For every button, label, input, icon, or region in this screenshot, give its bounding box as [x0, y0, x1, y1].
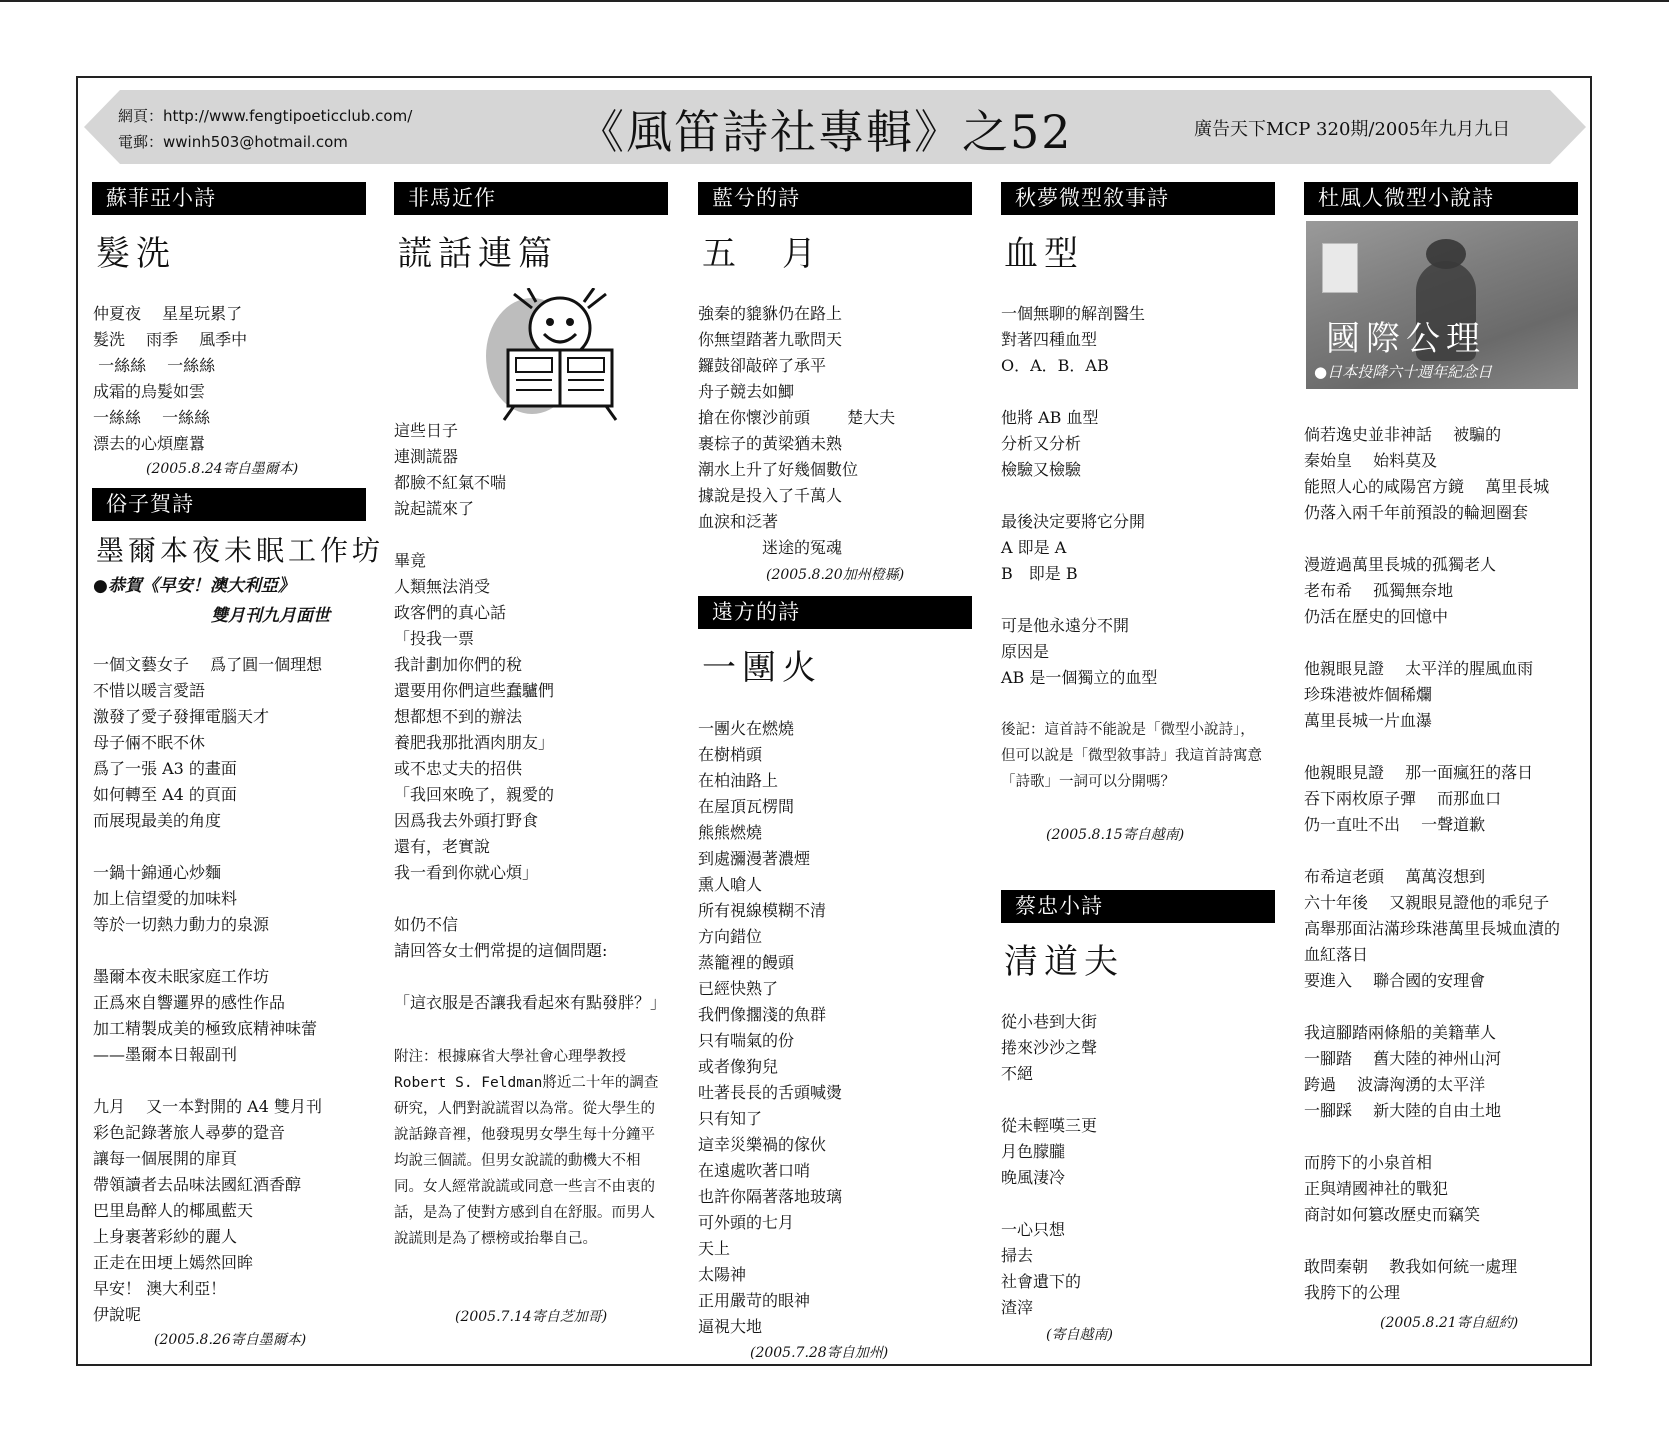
poem-line [1304, 838, 1560, 864]
poem-line: 而胯下的小泉首相 [1304, 1153, 1433, 1172]
poem-line: 在遠處吹著口哨 [698, 1161, 811, 1180]
col4-header2: 蔡忠小詩 [1001, 890, 1275, 923]
poem-line: AB 是一個獨立的血型 [1001, 668, 1158, 687]
poem-line: 說起謊來了 [394, 499, 475, 518]
poem-line: 仲夏夜 星星玩累了 [93, 304, 243, 323]
poem-line: 跨過 波濤洶湧的太平洋 [1304, 1075, 1486, 1094]
poem-line [1304, 994, 1560, 1020]
col5-note: (2005.8.21寄自紐約) [1380, 1315, 1519, 1331]
poem-line: 成霜的烏髮如雲 [93, 382, 206, 401]
col3-header2: 遠方的詩 [698, 596, 972, 629]
poem-line: 巴里島醉人的椰風藍天 [93, 1201, 254, 1220]
poem-line: 蒸籠裡的饅頭 [698, 953, 795, 972]
col4-postscript: 後記：這首詩不能說是「微型小說詩」，但可以說是「微型敘事詩」我這首詩寓意「詩歌」一詞可以分開嗎？ [1001, 722, 1262, 790]
poem-line: 在柏油路上 [698, 771, 779, 790]
poem-line: 方向錯位 [698, 927, 763, 946]
poem-line: 想都想不到的辦法 [394, 707, 523, 726]
poem-line: 萬里長城一片血瀑 [1304, 711, 1433, 730]
poem-line: 秦始皇 始料莫及 [1304, 451, 1438, 470]
col5-lines [1304, 422, 1560, 1306]
poem-line: 這幸災樂禍的傢伙 [698, 1135, 827, 1154]
poem-line [93, 1068, 322, 1094]
poem-line: 到處瀰漫著濃煙 [698, 849, 811, 868]
poem-line: 裹棕子的黃梁猶未熟 [698, 434, 843, 453]
col2-note: (2005.7.14寄自芝加哥) [455, 1309, 608, 1325]
poem-line: 一絲絲 一絲絲 [93, 408, 211, 427]
poem-line: 只有知了 [698, 1109, 763, 1128]
col3-poem1-note: (2005.8.20加州橙縣) [766, 567, 905, 583]
poem-line: 所有視線模糊不清 [698, 901, 827, 920]
poem-line: 迷途的冤魂 [698, 538, 843, 557]
poem-line: 不絕 [1001, 1064, 1034, 1083]
poem-line: 社會遺下的 [1001, 1272, 1082, 1291]
poem-line: 可外頭的七月 [698, 1213, 795, 1232]
poem-line: 畢竟 [394, 551, 427, 570]
photo-title: 國際公理 [1326, 319, 1486, 359]
poem-line: 可是他永遠分不開 [1001, 616, 1130, 635]
poem-line: 仍落入兩千年前預設的輪迴圈套 [1304, 503, 1529, 522]
poem-line: 一腳踩 新大陸的自由土地 [1304, 1101, 1502, 1120]
poem-line: 激發了愛子發揮電腦天才 [93, 707, 270, 726]
poem-line: 血淚和泛著 [698, 512, 779, 531]
poem-line: 或者像狗兒 [698, 1057, 779, 1076]
col3-header: 藍兮的詩 [698, 182, 972, 215]
col2-appendix: 附注：根據麻省大學社會心理學教授Robert S. Feldman將近二十年的調查研究，人們對說謊習以為常。從大學生的說話錄音裡，他發現男女學生每十分鐘平均說三個謊。但男女說謊的動機大不相同。女人經常說謊或同意一些言不由衷的話，是為了使對方感到自在舒服。而男人說謊則是為了標榜或抬舉自己。 [394, 1049, 659, 1247]
poem-line: 強秦的貔貅仍在路上 [698, 304, 843, 323]
poem-line: O．A．B．AB [1001, 356, 1109, 375]
poem-line: 這些日子 [394, 421, 459, 440]
poem-line: 還有，老實說 [394, 837, 491, 856]
poem-line: 漂去的心煩塵囂 [93, 434, 206, 453]
poem-line: 母子倆不眠不休 [93, 733, 206, 752]
poem-line: 也許你隔著落地玻璃 [698, 1187, 843, 1206]
col4-poem1-note: (2005.8.15寄自越南) [1046, 827, 1185, 843]
poem-line: 連測謊器 [394, 447, 459, 466]
poem-line: 正用嚴苛的眼神 [698, 1291, 811, 1310]
top-rule [0, 0, 1669, 2]
poem-line: A 即是 A [1001, 538, 1067, 557]
column-photo [1306, 221, 1578, 389]
poem-line: 「這衣服是否讓我看起來有點發胖？」 [394, 993, 667, 1012]
poem-line: 吐著長長的舌頭喊燙 [698, 1083, 843, 1102]
poem-line: 捲來沙沙之聲 [1001, 1038, 1098, 1057]
poem-line: 一個無聊的解剖醫生 [1001, 304, 1146, 323]
poem-line: 人類無法消受 [394, 577, 491, 596]
poem-line: 上身裹著彩紗的麗人 [93, 1227, 238, 1246]
poem-line: 太陽神 [698, 1265, 747, 1284]
photo-caption: ●日本投降六十週年紀念日 [1314, 363, 1493, 381]
col3-poem2-lines [698, 716, 842, 1340]
poem-line: 我胯下的公理 [1304, 1283, 1401, 1302]
poem-line: 據說是投入了千萬人 [698, 486, 843, 505]
poem-line: 一個文藝女子 爲了圓一個理想 [93, 655, 323, 674]
poem-line: 我一看到你就心煩」 [394, 863, 539, 882]
poem-line: 仍活在歷史的回憶中 [1304, 607, 1449, 626]
poem-line [1001, 379, 1157, 405]
poem-line: 「投我一票 [394, 629, 475, 648]
col2-header: 非馬近作 [394, 182, 668, 215]
poem-line: 你無望踏著九歌問天 [698, 330, 843, 349]
poem-line: 髮洗 雨季 風季中 [93, 330, 248, 349]
poem-line: 能照人心的咸陽宮方鏡 萬里長城 [1304, 477, 1550, 496]
poem-line: 老布希 孤獨無奈地 [1304, 581, 1454, 600]
poem-line [1001, 1087, 1097, 1113]
col1-poem1-title: 髮洗 [96, 234, 176, 274]
poem-line: 要進入 聯合國的安理會 [1304, 971, 1486, 990]
poem-line: 六十年後 又親眼見證他的乖兒子 [1304, 893, 1550, 912]
poem-line: 仍一直吐不出 一聲道歉 [1304, 815, 1486, 834]
col3-poem2-note: (2005.7.28寄自加州) [750, 1345, 889, 1361]
poem-line: 渣滓 [1001, 1298, 1034, 1317]
poem-line: 吞下兩枚原子彈 而那血口 [1304, 789, 1502, 808]
poem-line [1001, 483, 1157, 509]
poem-line [1001, 1191, 1097, 1217]
poem-line: 正與靖國神社的戰犯 [1304, 1179, 1449, 1198]
poem-line: 他親眼見證 太平洋的腥風血雨 [1304, 659, 1534, 678]
poem-line: 一團火在燃燒 [698, 719, 795, 738]
col4-poem2-note: (寄自越南) [1046, 1327, 1113, 1343]
poem-line: 月色朦朧 [1001, 1142, 1066, 1161]
poem-line: 對著四種血型 [1001, 330, 1098, 349]
poem-line: 我們像擱淺的魚群 [698, 1005, 827, 1024]
poem-line: 政客們的真心話 [394, 603, 507, 622]
poem-line: 正走在田埂上嫣然回眸 [93, 1253, 254, 1272]
col1-poem2-sub2: 雙月刊九月面世 [211, 606, 330, 626]
poem-line: 讓每一個展開的扉頁 [93, 1149, 238, 1168]
poem-line: 爲了一張 A3 的畫面 [93, 759, 237, 778]
poem-line: 一鍋十錦通心炒麵 [93, 863, 222, 882]
col2-title: 謊話連篇 [398, 234, 558, 274]
col4-poem2-title: 清道夫 [1004, 942, 1124, 982]
poem-line: 最後決定要將它分開 [1001, 512, 1146, 531]
poem-line: 從小巷到大街 [1001, 1012, 1098, 1031]
col1-poem1-lines [93, 301, 247, 457]
poem-line: 漫遊過萬里長城的孤獨老人 [1304, 555, 1497, 574]
col1-header2: 俗子賀詩 [92, 488, 366, 521]
poem-line: 在樹梢頭 [698, 745, 763, 764]
poem-line: 正爲來自響邏界的感性作品 [93, 993, 286, 1012]
poem-line: 在屋頂瓦楞間 [698, 797, 795, 816]
poem-line: 掃去 [1001, 1246, 1034, 1265]
poem-line: 如何轉至 A4 的頁面 [93, 785, 237, 804]
poem-line [1304, 630, 1560, 656]
poem-line: 因爲我去外頭打野食 [394, 811, 539, 830]
col3-poem2-title: 一團火 [702, 648, 822, 688]
poem-line [1304, 1228, 1560, 1254]
col1-poem2-sub1: ●恭賀《早安！澳大利亞》 [93, 576, 295, 596]
poem-line: 敢問秦朝 教我如何統一處理 [1304, 1257, 1518, 1276]
poem-line: 一腳踏 舊大陸的神州山河 [1304, 1049, 1502, 1068]
poem-line: ——墨爾本日報副刊 [93, 1045, 238, 1064]
col1-poem2-note: (2005.8.26寄自墨爾本) [154, 1332, 307, 1348]
poem-line [93, 834, 322, 860]
poem-line [1304, 1124, 1560, 1150]
col4-poem2-lines [1001, 1009, 1097, 1321]
poem-line: 他親眼見證 那一面瘋狂的落日 [1304, 763, 1534, 782]
poem-line: 分析又分析 [1001, 434, 1082, 453]
poem-line: 原因是 [1001, 642, 1050, 661]
poem-line [93, 938, 322, 964]
poem-line: 彩色記錄著旅人尋夢的跫音 [93, 1123, 286, 1142]
poem-line: 我計劃加你們的稅 [394, 655, 523, 674]
masthead-title: 《風笛詩社專輯》之52 [578, 105, 1073, 159]
poem-line: 或不忠丈夫的招供 [394, 759, 523, 778]
col1-header: 蘇菲亞小詩 [92, 182, 366, 215]
poem-line: 我這腳踏兩條船的美籍華人 [1304, 1023, 1497, 1042]
poem-line: 從未輕嘆三更 [1001, 1116, 1098, 1135]
poem-line: 如仍不信 [394, 915, 459, 934]
masthead-email[interactable]: 電郵：wwinh503@hotmail.com [118, 133, 348, 151]
col3-poem1-lines [698, 301, 895, 561]
col1-poem1-note: (2005.8.24寄自墨爾本) [146, 461, 299, 477]
poem-line: 檢驗又檢驗 [1001, 460, 1082, 479]
photo-paper [1322, 243, 1358, 293]
poem-line: 九月 又一本對開的 A4 雙月刊 [93, 1097, 322, 1116]
poem-line: 潮水上升了好幾個數位 [698, 460, 859, 479]
poem-line: 搶在你懷沙前頭 楚大夫 [698, 408, 896, 427]
col4-header: 秋夢微型敘事詩 [1001, 182, 1275, 215]
poem-line: 珍珠港被炸個稀爛 [1304, 685, 1433, 704]
poem-line: 倘若逸史並非神話 被騙的 [1304, 425, 1502, 444]
poem-line: 早安！ 澳大利亞！ [93, 1279, 227, 1298]
poem-line: 加工精製成美的極致底精神味蕾 [93, 1019, 318, 1038]
poem-line: 養肥我那批酒肉朋友」 [394, 733, 555, 752]
poem-line [1304, 526, 1560, 552]
poem-line: 都臉不紅氣不喘 [394, 473, 507, 492]
poem-line: 「我回來晚了，親愛的 [394, 785, 555, 804]
poem-line [394, 886, 666, 912]
poem-line: 熊熊燃燒 [698, 823, 763, 842]
col5-header: 杜風人微型小說詩 [1304, 182, 1578, 215]
col4-poem1-lines [1001, 301, 1157, 691]
poem-line: 而展現最美的角度 [93, 811, 222, 830]
reader-illustration [484, 288, 634, 422]
poem-line: B 即是 B [1001, 564, 1078, 583]
poem-line: 帶領讀者去品味法國紅酒香醇 [93, 1175, 302, 1194]
col3-poem1-title: 五 月 [702, 234, 822, 274]
poem-line: 舟子競去如鯽 [698, 382, 795, 401]
poem-line: 不惜以暖言愛語 [93, 681, 206, 700]
poem-line: 他將 AB 血型 [1001, 408, 1099, 427]
poem-line: 還要用你們這些蠢驢們 [394, 681, 555, 700]
poem-line: 高舉那面沾滿珍珠港萬里長城血漬的 [1304, 919, 1561, 938]
col1-poem2-lines [93, 652, 322, 1328]
col4-poem1-title: 血型 [1004, 234, 1084, 274]
poem-line: 血紅落日 [1304, 945, 1369, 964]
poem-line: 等於一切熱力動力的泉源 [93, 915, 270, 934]
poem-line [394, 964, 666, 990]
masthead-website[interactable]: 網頁：http://www.fengtipoeticclub.com/ [118, 107, 413, 125]
poem-line: 熏人嗆人 [698, 875, 763, 894]
poem-line [1304, 734, 1560, 760]
poem-line: 請回答女士們常提的這個問題: [394, 941, 608, 960]
poem-line: 墨爾本夜未眠家庭工作坊 [93, 967, 270, 986]
poem-line: 一絲絲 一絲絲 [93, 356, 216, 375]
poem-line: 晚風淒冷 [1001, 1168, 1066, 1187]
poem-line: 已經快熟了 [698, 979, 779, 998]
poem-line: 布希這老頭 萬萬沒想到 [1304, 867, 1486, 886]
poem-line: 伊說呢 [93, 1305, 142, 1324]
masthead-issue: 廣告天下MCP 320期/2005年九月九日 [1194, 119, 1511, 140]
poem-line: 加上信望愛的加味料 [93, 889, 238, 908]
poem-line: 鑼鼓卻敲碎了承平 [698, 356, 827, 375]
col1-poem2-title: 墨爾本夜未眠工作坊 [96, 534, 385, 567]
poem-line: 只有喘氣的份 [698, 1031, 795, 1050]
poem-line [1001, 587, 1157, 613]
poem-line: 一心只想 [1001, 1220, 1066, 1239]
poem-line: 商討如何篡改歷史而竊笑 [1304, 1205, 1481, 1224]
poem-line [394, 522, 666, 548]
poem-line: 天上 [698, 1239, 731, 1258]
col2-lines [394, 418, 666, 1016]
poem-line: 逼視大地 [698, 1317, 763, 1336]
